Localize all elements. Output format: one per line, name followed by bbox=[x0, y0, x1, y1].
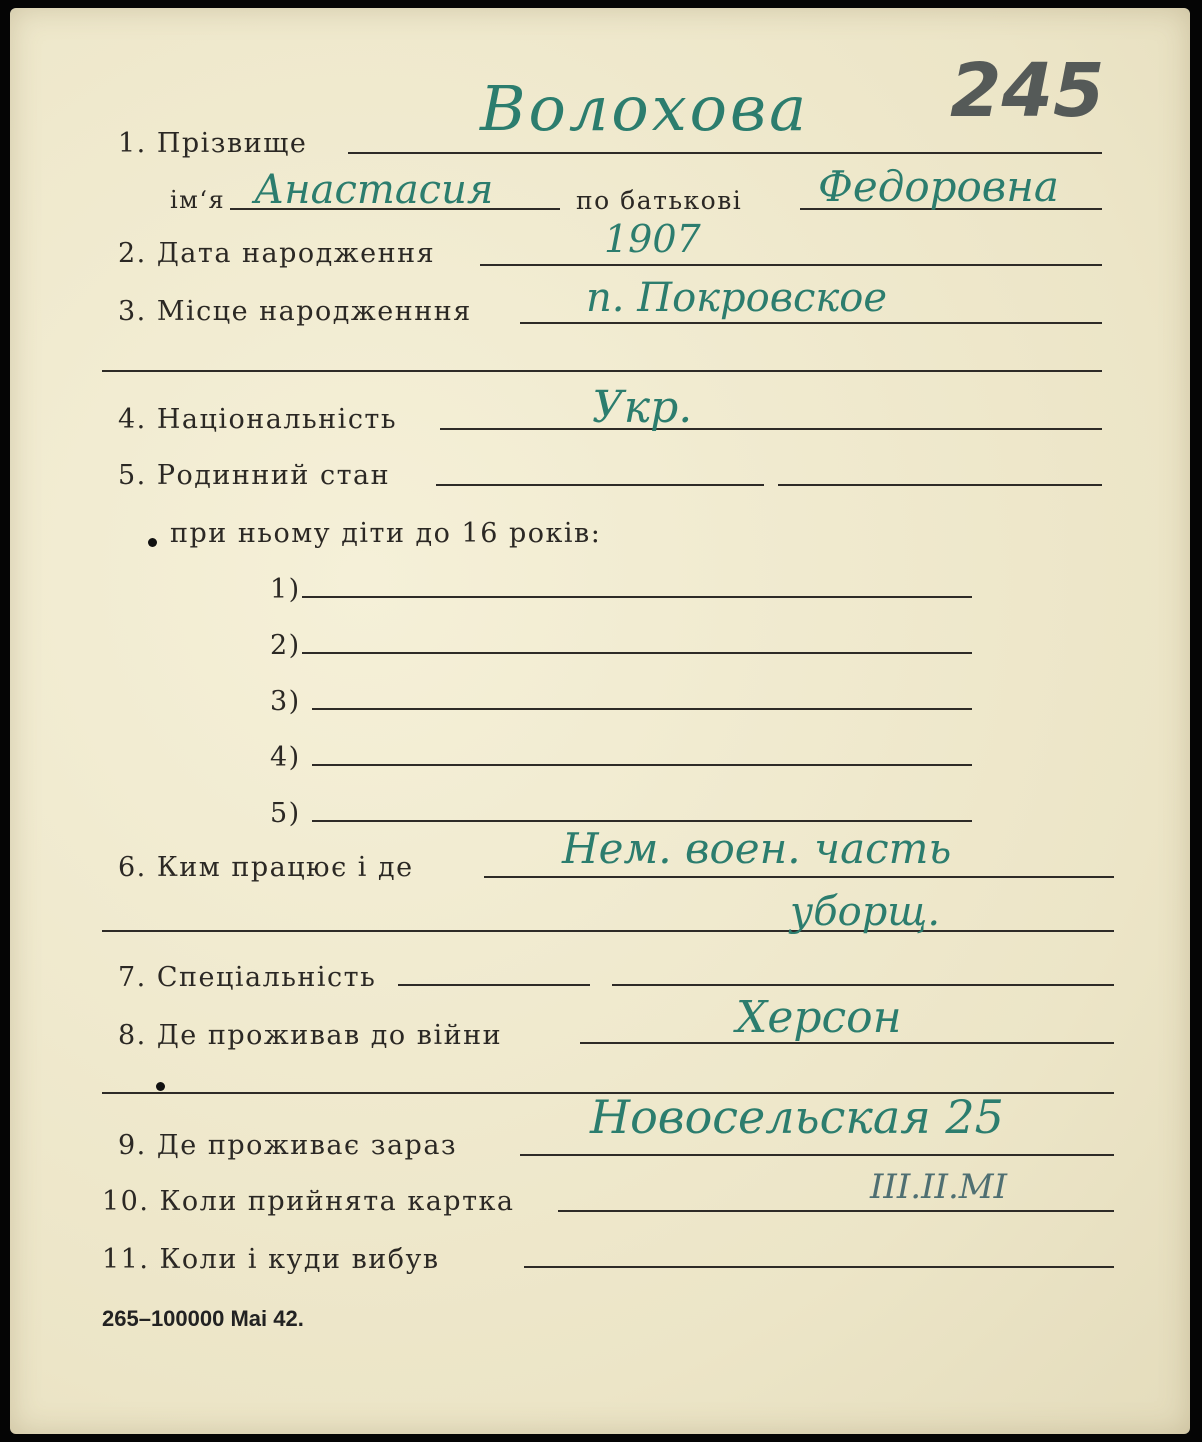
work-label: 6. Ким працює і де bbox=[118, 852, 414, 883]
child-5-line bbox=[312, 820, 972, 822]
child-2-label: 2) bbox=[270, 630, 301, 661]
surname-label: 1. Прізвище bbox=[118, 128, 308, 159]
dob-entry: 1907 bbox=[604, 217, 701, 261]
print-footer: 265–100000 Mai 42. bbox=[102, 1306, 304, 1331]
left-line bbox=[524, 1266, 1114, 1268]
card-line bbox=[558, 1210, 1114, 1212]
child-1-line bbox=[302, 596, 972, 598]
family-line-a bbox=[436, 484, 764, 486]
surname-entry: Волохова bbox=[480, 72, 810, 145]
patronymic-label: по батькові bbox=[576, 186, 743, 215]
dob-label: 2. Дата народження bbox=[118, 238, 436, 269]
work-entry-1: Нем. воен. часть bbox=[562, 824, 952, 873]
nationality-label: 4. Національність bbox=[118, 404, 398, 435]
prewar-label: 8. Де проживав до війни bbox=[118, 1020, 503, 1051]
work-line bbox=[484, 876, 1114, 878]
registration-card bbox=[10, 8, 1190, 1434]
prewar-entry: Херсон bbox=[736, 992, 902, 1043]
family-line-b bbox=[778, 484, 1102, 486]
child-3-line bbox=[312, 708, 972, 710]
pob-line-2 bbox=[102, 370, 1102, 372]
nationality-line bbox=[440, 428, 1102, 430]
work-line-2 bbox=[102, 930, 1114, 932]
left-label: 11. Коли і куди вибув bbox=[102, 1244, 440, 1275]
children-label: при ньому діти до 16 років: bbox=[170, 518, 602, 549]
specialty-line-b bbox=[612, 984, 1114, 986]
name-entry: Анастасия bbox=[254, 167, 494, 213]
child-4-line bbox=[312, 764, 972, 766]
specialty-label: 7. Спеціальність bbox=[118, 962, 377, 993]
name-label: ім‘я bbox=[170, 186, 226, 214]
child-1-label: 1) bbox=[270, 574, 301, 605]
patronymic-entry: Федоровна bbox=[818, 162, 1059, 211]
punch-hole-2 bbox=[156, 1082, 165, 1091]
surname-line bbox=[348, 152, 1102, 154]
nationality-entry: Укр. bbox=[592, 382, 693, 433]
current-entry: Новосельская 25 bbox=[590, 1090, 1004, 1144]
current-label: 9. Де проживає зараз bbox=[118, 1130, 458, 1161]
child-4-label: 4) bbox=[270, 742, 301, 773]
pob-entry: п. Покровское bbox=[586, 275, 888, 321]
child-2-line bbox=[302, 652, 972, 654]
pob-label: 3. Місце народженння bbox=[118, 296, 472, 327]
current-line bbox=[520, 1154, 1114, 1156]
child-3-label: 3) bbox=[270, 686, 301, 717]
card-entry: ІІІ.ІІ.МІ bbox=[870, 1167, 1008, 1207]
punch-hole bbox=[148, 538, 157, 547]
pob-line bbox=[520, 322, 1102, 324]
card-label: 10. Коли прийнята картка bbox=[102, 1186, 515, 1217]
work-entry-2: уборщ. bbox=[790, 889, 941, 935]
family-label: 5. Родинний стан bbox=[118, 460, 391, 491]
specialty-line-a bbox=[398, 984, 590, 986]
stamp-number: 245 bbox=[950, 48, 1105, 134]
child-5-label: 5) bbox=[270, 798, 301, 829]
dob-line bbox=[480, 264, 1102, 266]
